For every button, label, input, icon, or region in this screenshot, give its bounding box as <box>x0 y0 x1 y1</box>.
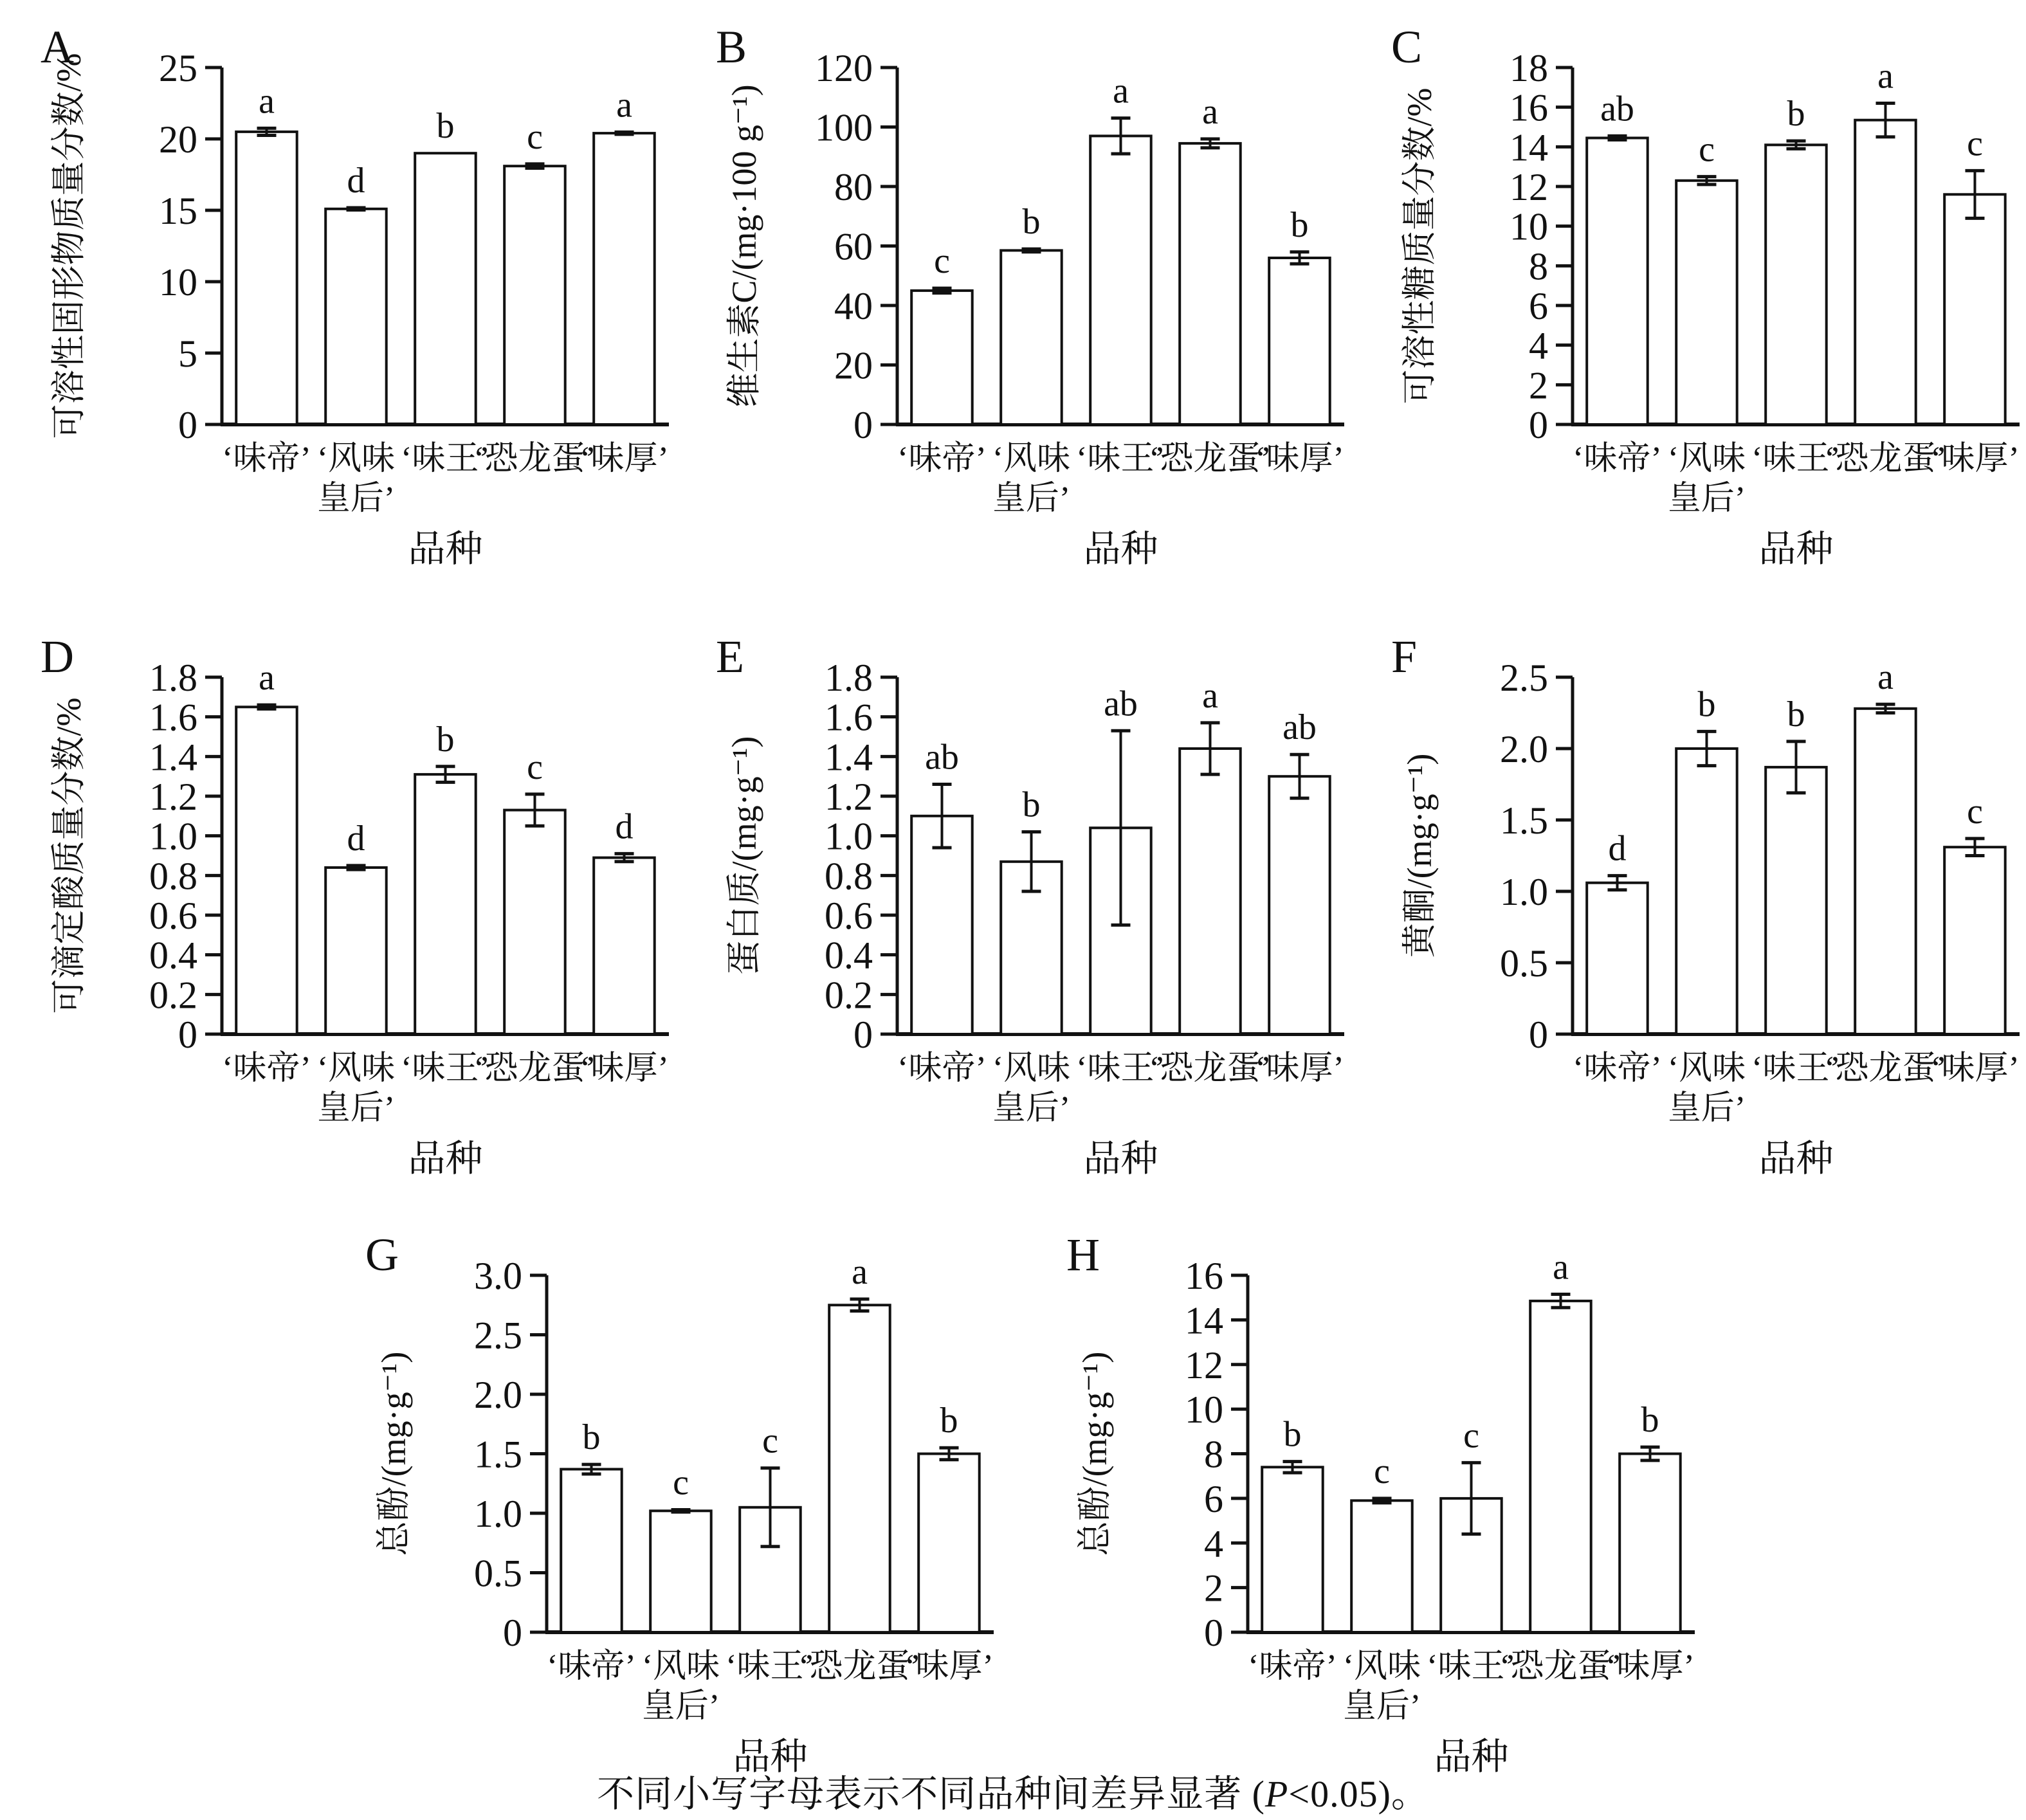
x-category-label: ‘味帝’ <box>222 441 311 477</box>
x-category-label: ‘味厚’ <box>1930 441 2020 477</box>
bar-味帝 <box>561 1470 622 1633</box>
x-category-label: ‘味王’ <box>1076 1050 1165 1087</box>
y-tick-label: 18 <box>1510 47 1548 89</box>
bar-味帝 <box>1587 138 1648 425</box>
bar-恐龙蛋 <box>1180 143 1241 424</box>
x-category-label: ‘味帝’ <box>897 1050 987 1087</box>
x-category-label: ‘风味 <box>1667 441 1746 477</box>
y-tick-label: 1.0 <box>1500 871 1548 913</box>
chart-panel-H <box>1061 1217 1704 1783</box>
bar-味帝 <box>1262 1467 1323 1632</box>
chart-svg-D <box>35 619 679 1185</box>
chart-panel-D <box>35 619 679 1185</box>
y-tick-label: 2 <box>1204 1567 1223 1610</box>
panel-letter: F <box>1391 631 1418 682</box>
y-tick-label: 1.0 <box>149 815 197 858</box>
sig-letter: a <box>616 85 632 125</box>
bar-风味皇后 <box>650 1511 711 1632</box>
y-tick-label: 8 <box>1529 245 1548 288</box>
y-tick-label: 12 <box>1185 1343 1223 1387</box>
y-tick-label: 0.8 <box>149 855 197 898</box>
caption-text-tail: <0.05)。 <box>1288 1773 1429 1815</box>
y-axis-label: 蛋白质/(mg·g⁻¹) <box>725 736 763 976</box>
x-category-label: 皇后’ <box>992 480 1071 517</box>
y-tick-label: 20 <box>159 118 197 161</box>
sig-letter: a <box>852 1252 868 1292</box>
x-category-label: ‘味王’ <box>1427 1648 1516 1685</box>
bar-味帝 <box>236 132 297 424</box>
x-category-label: ‘恐龙蛋’ <box>1149 441 1272 477</box>
y-tick-label: 12 <box>1510 166 1548 208</box>
y-tick-label: 1.4 <box>825 736 873 779</box>
y-tick-label: 20 <box>834 344 873 387</box>
y-tick-label: 25 <box>159 47 197 89</box>
chart-panel-E <box>711 619 1354 1185</box>
y-axis-label: 黄酮/(mg·g⁻¹) <box>1400 753 1439 958</box>
x-category-label: ‘恐龙蛋’ <box>473 1050 596 1087</box>
sig-letter: c <box>1967 791 1983 832</box>
chart-svg-C <box>1386 10 2026 576</box>
x-axis-title: 品种 <box>1434 1736 1509 1778</box>
caption-p-italic: P <box>1264 1773 1289 1815</box>
bar-恐龙蛋 <box>1855 709 1916 1034</box>
y-tick-label: 2 <box>1529 364 1548 407</box>
bar-恐龙蛋 <box>504 166 565 424</box>
x-category-label: ‘味王’ <box>1751 441 1841 477</box>
panel-letter: D <box>41 631 74 682</box>
y-tick-label: 1.5 <box>1500 799 1548 842</box>
y-tick-label: 1.4 <box>149 736 197 779</box>
x-axis-title: 品种 <box>733 1736 808 1778</box>
x-category-label: ‘味厚’ <box>1930 1050 2020 1087</box>
x-category-label: ‘味厚’ <box>580 1050 669 1087</box>
panel-letter: A <box>41 21 74 73</box>
y-tick-label: 0.2 <box>149 974 197 1017</box>
chart-svg-B <box>711 10 1354 576</box>
y-tick-label: 1.6 <box>825 696 873 739</box>
y-tick-label: 0.4 <box>825 934 873 977</box>
y-tick-label: 10 <box>1185 1388 1223 1432</box>
x-category-label: ‘味王’ <box>1076 441 1165 477</box>
chart-panel-G <box>360 1217 1003 1783</box>
y-tick-label: 1.5 <box>474 1433 522 1476</box>
sig-letter: b <box>1641 1400 1659 1441</box>
x-category-label: ‘味帝’ <box>897 441 987 477</box>
bar-风味皇后 <box>1676 181 1737 424</box>
y-tick-label: 0.4 <box>149 934 197 977</box>
y-tick-label: 0.2 <box>825 974 873 1017</box>
bar-风味皇后 <box>325 868 387 1034</box>
x-category-label: ‘风味 <box>1342 1648 1421 1685</box>
sig-letter: c <box>1967 123 1983 164</box>
y-tick-label: 80 <box>834 166 873 208</box>
x-category-label: ‘味帝’ <box>1573 1050 1662 1087</box>
y-tick-label: 1.0 <box>825 815 873 858</box>
x-axis-title: 品种 <box>1083 1138 1158 1179</box>
bar-风味皇后 <box>1676 749 1737 1034</box>
x-category-label: 皇后’ <box>1667 1090 1746 1127</box>
x-category-label: ‘风味 <box>316 1050 396 1087</box>
y-tick-label: 0.5 <box>474 1552 522 1595</box>
x-category-label: ‘味厚’ <box>1605 1648 1695 1685</box>
y-tick-label: 1.8 <box>825 657 873 699</box>
x-category-label: 皇后’ <box>992 1090 1071 1127</box>
x-axis-title: 品种 <box>1083 528 1158 570</box>
bar-味厚 <box>1620 1454 1681 1633</box>
x-category-label: ‘味厚’ <box>1255 1050 1344 1087</box>
y-tick-label: 40 <box>834 285 873 327</box>
sig-letter: a <box>259 81 275 122</box>
y-tick-label: 6 <box>1529 285 1548 327</box>
bar-恐龙蛋 <box>504 810 565 1034</box>
x-axis-title: 品种 <box>1758 1138 1834 1179</box>
y-tick-label: 100 <box>815 106 873 149</box>
x-category-label: ‘味王’ <box>1751 1050 1841 1087</box>
sig-letter: b <box>1290 205 1309 245</box>
x-category-label: ‘味厚’ <box>580 441 669 477</box>
y-tick-label: 60 <box>834 225 873 268</box>
y-tick-label: 10 <box>1510 205 1548 248</box>
x-category-label: ‘味王’ <box>726 1648 815 1685</box>
y-tick-label: 5 <box>178 332 197 375</box>
y-tick-label: 0 <box>178 1014 197 1056</box>
chart-panel-C <box>1386 10 2026 576</box>
y-tick-label: 15 <box>159 190 197 232</box>
x-category-label: ‘恐龙蛋’ <box>1824 1050 1947 1087</box>
sig-letter: d <box>1608 828 1627 869</box>
sig-letter: b <box>1697 684 1716 725</box>
sig-letter: c <box>527 116 543 157</box>
sig-letter: c <box>762 1421 778 1461</box>
sig-letter: c <box>527 747 543 787</box>
sig-letter: c <box>1699 129 1715 170</box>
sig-letter: b <box>1787 694 1805 734</box>
bar-味厚 <box>594 133 655 424</box>
sig-letter: b <box>1787 94 1805 134</box>
chart-svg-F <box>1386 619 2026 1185</box>
bar-味帝 <box>236 707 297 1034</box>
sig-letter: a <box>259 658 275 698</box>
x-axis-title: 品种 <box>1758 528 1834 570</box>
y-tick-label: 16 <box>1510 86 1548 129</box>
y-axis-label: 可溶性固形物质量分数/% <box>50 53 88 439</box>
bar-味王 <box>415 153 476 424</box>
x-category-label: ‘味厚’ <box>1255 441 1344 477</box>
figure-caption <box>0 1763 2026 1817</box>
y-tick-label: 0 <box>853 1014 873 1056</box>
bar-味帝 <box>911 291 972 424</box>
y-tick-label: 2.5 <box>474 1314 522 1357</box>
sig-letter: c <box>1374 1451 1390 1491</box>
x-category-label: ‘味厚’ <box>904 1648 994 1685</box>
sig-letter: d <box>347 818 365 859</box>
chart-panel-B <box>711 10 1354 576</box>
bar-味厚 <box>918 1454 980 1633</box>
sig-letter: d <box>347 161 365 201</box>
y-tick-label: 1.8 <box>149 657 197 699</box>
sig-letter: ab <box>1282 707 1317 748</box>
y-axis-label: 总酚/(mg·g⁻¹) <box>374 1351 413 1556</box>
x-category-label: 皇后’ <box>1342 1688 1421 1725</box>
y-tick-label: 1.0 <box>474 1493 522 1535</box>
y-tick-label: 0 <box>1204 1612 1223 1654</box>
bar-恐龙蛋 <box>1180 749 1241 1034</box>
chart-panel-A <box>35 10 679 576</box>
sig-letter: b <box>1283 1414 1302 1455</box>
bar-恐龙蛋 <box>1855 120 1916 424</box>
y-tick-label: 16 <box>1185 1255 1223 1297</box>
y-tick-label: 0 <box>1529 1014 1548 1056</box>
bar-味王 <box>1766 145 1827 424</box>
sig-letter: a <box>1202 675 1218 716</box>
sig-letter: c <box>934 241 950 282</box>
panel-letter: G <box>365 1229 399 1280</box>
sig-letter: b <box>940 1401 958 1441</box>
y-tick-label: 0.8 <box>825 855 873 898</box>
panel-letter: B <box>716 21 747 73</box>
chart-svg-A <box>35 10 679 576</box>
x-category-label: ‘风味 <box>641 1648 720 1685</box>
sig-letter: a <box>1202 92 1218 132</box>
x-category-label: ‘恐龙蛋’ <box>1824 441 1947 477</box>
bar-恐龙蛋 <box>1530 1301 1591 1632</box>
bar-味厚 <box>1269 258 1330 424</box>
y-axis-label: 可滴定酸质量分数/% <box>50 697 88 1014</box>
sig-letter: ab <box>925 737 959 778</box>
bar-味厚 <box>1944 194 2005 424</box>
y-tick-label: 14 <box>1185 1299 1223 1342</box>
x-axis-title: 品种 <box>408 528 483 570</box>
y-axis-label: 维生素C/(mg·100 g⁻¹) <box>725 84 763 408</box>
chart-panel-F <box>1386 619 2026 1185</box>
bar-味帝 <box>1587 883 1648 1034</box>
sig-letter: b <box>1022 785 1041 825</box>
bar-味王 <box>1766 767 1827 1034</box>
y-tick-label: 0.6 <box>149 895 197 937</box>
sig-letter: b <box>1022 202 1041 242</box>
x-category-label: ‘味王’ <box>401 1050 490 1087</box>
x-category-label: ‘风味 <box>992 1050 1071 1087</box>
sig-letter: c <box>673 1462 689 1503</box>
x-category-label: ‘味帝’ <box>547 1648 636 1685</box>
chart-svg-E <box>711 619 1354 1185</box>
y-axis-label: 可溶性糖质量分数/% <box>1400 87 1439 405</box>
y-tick-label: 2.0 <box>474 1374 522 1416</box>
chart-svg-G <box>360 1217 1003 1783</box>
sig-letter: a <box>1553 1247 1569 1288</box>
y-tick-label: 1.6 <box>149 696 197 739</box>
bar-味王 <box>415 774 476 1034</box>
x-category-label: ‘恐龙蛋’ <box>798 1648 921 1685</box>
x-category-label: 皇后’ <box>316 480 396 517</box>
bar-味厚 <box>1269 776 1330 1034</box>
y-tick-label: 4 <box>1204 1522 1223 1565</box>
y-tick-label: 0.6 <box>825 895 873 937</box>
y-tick-label: 14 <box>1510 126 1548 169</box>
bar-恐龙蛋 <box>829 1305 890 1632</box>
y-tick-label: 4 <box>1529 324 1548 367</box>
x-category-label: ‘恐龙蛋’ <box>1499 1648 1622 1685</box>
y-tick-label: 0 <box>853 404 873 446</box>
sig-letter: ab <box>1104 684 1138 724</box>
x-axis-title: 品种 <box>408 1138 483 1179</box>
bar-风味皇后 <box>1001 250 1062 424</box>
x-category-label: ‘风味 <box>1667 1050 1746 1087</box>
x-category-label: 皇后’ <box>641 1688 720 1725</box>
panel-letter: C <box>1391 21 1423 73</box>
sig-letter: b <box>582 1417 601 1458</box>
bar-味王 <box>1090 136 1151 424</box>
x-category-label: ‘味王’ <box>401 441 490 477</box>
y-tick-label: 0 <box>1529 404 1548 446</box>
x-category-label: ‘恐龙蛋’ <box>473 441 596 477</box>
sig-letter: d <box>615 806 634 847</box>
chart-svg-H <box>1061 1217 1704 1783</box>
y-axis-label: 总酚/(mg·g⁻¹) <box>1075 1351 1114 1556</box>
sig-letter: c <box>1463 1415 1479 1456</box>
bar-味厚 <box>1944 847 2005 1034</box>
x-category-label: ‘味帝’ <box>1573 441 1662 477</box>
y-tick-label: 2.0 <box>1500 728 1548 770</box>
y-tick-label: 0 <box>178 404 197 446</box>
sig-letter: b <box>436 719 455 760</box>
panel-letter: E <box>716 631 744 682</box>
y-tick-label: 1.2 <box>149 776 197 818</box>
sig-letter: b <box>436 106 455 147</box>
bar-风味皇后 <box>1351 1500 1412 1632</box>
sig-letter: a <box>1113 71 1129 111</box>
sig-letter: a <box>1877 657 1894 698</box>
bar-味厚 <box>594 858 655 1034</box>
bar-风味皇后 <box>325 209 387 424</box>
y-tick-label: 2.5 <box>1500 657 1548 699</box>
sig-letter: a <box>1877 56 1894 96</box>
x-category-label: 皇后’ <box>316 1090 396 1127</box>
x-category-label: 皇后’ <box>1667 480 1746 517</box>
y-tick-label: 8 <box>1204 1433 1223 1476</box>
x-category-label: ‘风味 <box>316 441 396 477</box>
y-tick-label: 10 <box>159 261 197 304</box>
y-tick-label: 1.2 <box>825 776 873 818</box>
sig-letter: ab <box>1600 89 1634 129</box>
x-category-label: ‘恐龙蛋’ <box>1149 1050 1272 1087</box>
caption-text: 不同小写字母表示不同品种间差异显著 ( <box>597 1773 1265 1815</box>
y-tick-label: 120 <box>815 47 873 89</box>
y-tick-label: 0 <box>503 1612 522 1654</box>
x-category-label: ‘味帝’ <box>222 1050 311 1087</box>
x-category-label: ‘味帝’ <box>1248 1648 1337 1685</box>
y-tick-label: 0.5 <box>1500 942 1548 985</box>
panel-letter: H <box>1066 1229 1100 1280</box>
x-category-label: ‘风味 <box>992 441 1071 477</box>
y-tick-label: 3.0 <box>474 1255 522 1297</box>
y-tick-label: 6 <box>1204 1477 1223 1520</box>
